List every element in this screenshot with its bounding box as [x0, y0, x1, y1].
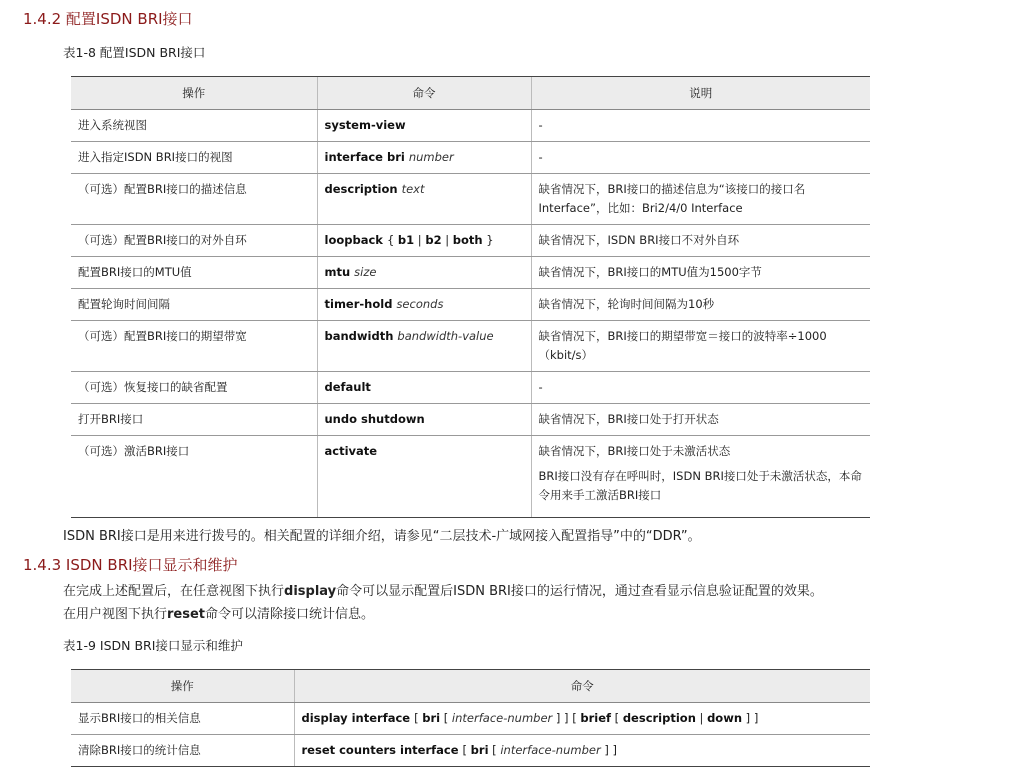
operation-cell: （可选）配置BRI接口的期望带宽 — [71, 321, 317, 372]
description-text: 缺省情况下，BRI接口处于未激活状态 — [538, 444, 731, 458]
command-keyword: reset counters interface — [301, 743, 463, 757]
display-table — [71, 669, 870, 767]
description-cell — [531, 174, 870, 225]
description-text: 缺省情况下，BRI接口的期望带宽＝接口的波特率÷1000（kbit/s） — [538, 329, 827, 362]
command-keyword: brief — [580, 711, 611, 725]
text-fragment: [ — [440, 711, 452, 725]
description-text: 缺省情况下，轮询时间间隔为10秒 — [538, 297, 715, 311]
text-fragment: 命令可以显示配置后ISDN BRI接口的运行情况，通过查看显示信息验证配置的效果。 — [336, 584, 823, 599]
command-keyword: bri — [470, 743, 489, 757]
text-fragment: | — [695, 711, 708, 725]
command-keyword: system-view — [324, 118, 406, 132]
operation-cell: 配置BRI接口的MTU值 — [71, 257, 317, 289]
description-text: 缺省情况下，BRI接口处于打开状态 — [538, 412, 719, 426]
table-row — [71, 225, 870, 257]
text-fragment: [ — [462, 743, 471, 757]
text-fragment: ] ] — [742, 711, 759, 725]
table-row — [71, 174, 870, 225]
config-table — [71, 76, 870, 518]
description-cell — [531, 372, 870, 404]
text-fragment: ] ] — [600, 743, 617, 757]
command-keyword: b1 — [397, 233, 415, 247]
command-cell — [317, 321, 531, 372]
table-caption-1-8: 表1-8 配置ISDN BRI接口 — [63, 45, 206, 60]
table-row — [71, 436, 870, 518]
operation-cell: 进入系统视图 — [71, 110, 317, 142]
paragraph-reset — [63, 604, 374, 626]
description-cell — [531, 110, 870, 142]
text-fragment: [ — [611, 711, 623, 725]
description-text: 缺省情况下，BRI接口的MTU值为1500字节 — [538, 265, 762, 279]
command-cell — [317, 404, 531, 436]
command-argument: interface-number — [500, 743, 601, 757]
description-cell — [531, 257, 870, 289]
operation-cell: （可选）恢复接口的缺省配置 — [71, 372, 317, 404]
operation-cell: 打开BRI接口 — [71, 404, 317, 436]
table-header-row — [71, 670, 870, 703]
description-cell — [531, 142, 870, 174]
text-fragment: { — [386, 233, 398, 247]
table-row — [71, 110, 870, 142]
command-argument: interface-number — [451, 711, 553, 725]
header-operation: 操作 — [71, 670, 294, 703]
command-cell — [317, 436, 531, 518]
table-header-row — [71, 77, 870, 110]
note-ddr: ISDN BRI接口是用来进行拨号的。相关配置的详细介绍，请参见“二层技术-广域网接入配置指导”中的“DDR”。 — [63, 529, 701, 544]
table-row — [71, 142, 870, 174]
description-cell — [531, 289, 870, 321]
command-cell — [317, 257, 531, 289]
operation-cell: （可选）激活BRI接口 — [71, 436, 317, 518]
command-keyword: display — [284, 584, 337, 599]
operation-cell: 清除BRI接口的统计信息 — [71, 735, 294, 767]
section-heading-1-4-2: 1.4.2 配置ISDN BRI接口 — [23, 10, 193, 28]
command-keyword: description — [324, 182, 402, 196]
description-text: - — [538, 380, 543, 394]
command-keyword: b2 — [425, 233, 442, 247]
command-keyword: bri — [422, 711, 441, 725]
text-fragment: | — [441, 233, 453, 247]
command-argument: seconds — [396, 297, 444, 311]
table-row — [71, 735, 870, 767]
description-text: 缺省情况下，ISDN BRI接口不对外自环 — [538, 233, 740, 247]
table-row — [71, 257, 870, 289]
operation-cell: 显示BRI接口的相关信息 — [71, 703, 294, 735]
command-keyword: down — [707, 711, 743, 725]
command-keyword: activate — [324, 444, 378, 458]
command-keyword: reset — [167, 607, 206, 622]
command-keyword: both — [452, 233, 483, 247]
command-cell — [317, 174, 531, 225]
paragraph-display — [63, 581, 823, 603]
command-keyword: undo shutdown — [324, 412, 425, 426]
command-argument: number — [408, 150, 454, 164]
operation-cell: （可选）配置BRI接口的描述信息 — [71, 174, 317, 225]
header-command: 命令 — [317, 77, 531, 110]
command-keyword: interface bri — [324, 150, 409, 164]
operation-cell: （可选）配置BRI接口的对外自环 — [71, 225, 317, 257]
text-fragment: 在用户视图下执行 — [63, 607, 168, 622]
text-fragment: [ — [414, 711, 423, 725]
command-keyword: timer-hold — [324, 297, 397, 311]
operation-cell: 配置轮询时间间隔 — [71, 289, 317, 321]
operation-cell: 进入指定ISDN BRI接口的视图 — [71, 142, 317, 174]
text-fragment: 在完成上述配置后，在任意视图下执行 — [63, 584, 285, 599]
table-row — [71, 404, 870, 436]
description-text: - — [538, 150, 543, 164]
text-fragment: } — [482, 233, 494, 247]
section-heading-1-4-3: 1.4.3 ISDN BRI接口显示和维护 — [23, 556, 238, 574]
command-cell — [317, 225, 531, 257]
header-command: 命令 — [294, 670, 870, 703]
table-row — [71, 321, 870, 372]
command-keyword: loopback — [324, 233, 387, 247]
command-argument: bandwidth-value — [397, 329, 494, 343]
header-operation: 操作 — [71, 77, 317, 110]
table-caption-1-9: 表1-9 ISDN BRI接口显示和维护 — [63, 638, 243, 653]
text-fragment: ] ] [ — [552, 711, 581, 725]
description-text: - — [538, 118, 543, 132]
table-row — [71, 372, 870, 404]
description-cell — [531, 436, 870, 518]
header-description: 说明 — [531, 77, 870, 110]
command-keyword: bandwidth — [324, 329, 398, 343]
command-cell — [317, 110, 531, 142]
command-keyword: description — [622, 711, 696, 725]
command-argument: text — [401, 182, 425, 196]
description-cell — [531, 404, 870, 436]
command-keyword: display interface — [301, 711, 415, 725]
command-cell — [317, 142, 531, 174]
command-keyword: mtu — [324, 265, 355, 279]
command-cell — [317, 372, 531, 404]
table-row — [71, 703, 870, 735]
command-keyword: default — [324, 380, 371, 394]
description-text: 缺省情况下，BRI接口的描述信息为“该接口的接口名 Interface”，比如：Bri2/4/0 Interface — [538, 182, 806, 215]
text-fragment: [ — [488, 743, 501, 757]
description-cell — [531, 321, 870, 372]
command-cell — [317, 289, 531, 321]
command-cell — [294, 703, 870, 735]
command-argument: size — [354, 265, 377, 279]
command-cell — [294, 735, 870, 767]
table-row — [71, 289, 870, 321]
description-text: BRI接口没有存在呼叫时，ISDN BRI接口处于未激活状态，本命令用来手工激活BRI接口 — [538, 469, 862, 502]
text-fragment: | — [414, 233, 426, 247]
text-fragment: 命令可以清除接口统计信息。 — [205, 607, 375, 622]
description-cell — [531, 225, 870, 257]
